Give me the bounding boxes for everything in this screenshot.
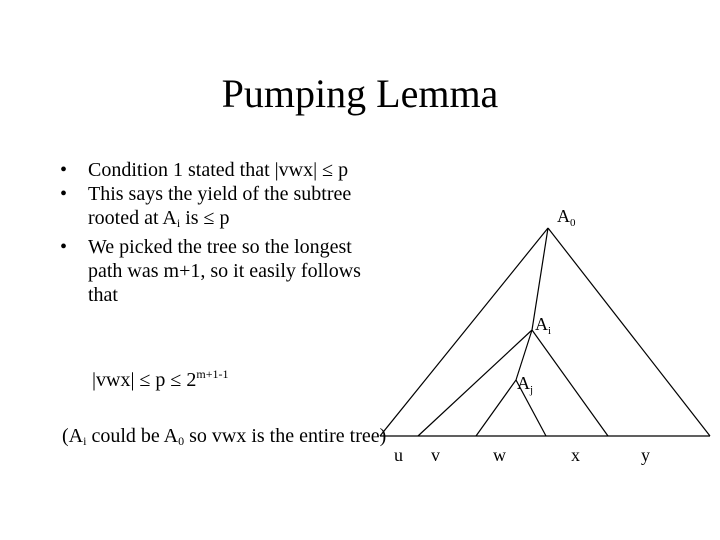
note-text: so vwx is the entire tree) <box>184 425 387 447</box>
node-label-aj: A <box>517 373 530 393</box>
leaf-label-u: u <box>394 445 403 465</box>
note-subscript: i <box>83 434 87 448</box>
subtree-edge-ai <box>418 330 532 436</box>
formula-text: |vwx| ≤ p ≤ 2 <box>92 369 197 391</box>
bullet-text: Condition 1 stated that |vwx| ≤ p <box>88 159 349 181</box>
leaf-label-y: y <box>641 445 650 465</box>
note-text: could be A <box>86 425 179 447</box>
slide-title: Pumping Lemma <box>221 71 499 116</box>
leaf-label-w: w <box>493 445 506 465</box>
node-label-subscript: j <box>530 384 534 396</box>
bullet-text: We picked the tree so the longest path was m+1, so it easily follows that <box>88 236 361 306</box>
note-subscript: 0 <box>178 434 185 448</box>
node-label-a0: A <box>557 206 570 226</box>
bullet-subscript: i <box>176 216 181 230</box>
bullet-dot: • <box>60 159 68 181</box>
leaf-label-v: v <box>431 445 440 465</box>
note-text: (A <box>62 425 84 447</box>
formula-exponent: m+1-1 <box>196 367 229 381</box>
leaf-label-x: x <box>571 445 580 465</box>
node-label-subscript: i <box>548 325 552 337</box>
subtree-edge-aj <box>476 380 516 436</box>
bullet-text: This says the yield of the subtree rooted at A <box>88 183 352 229</box>
tree-edge <box>548 228 710 436</box>
bullet-text: is ≤ p <box>180 207 230 229</box>
tree-edge <box>380 228 548 436</box>
bullet-dot: • <box>60 183 68 205</box>
subtree-edge-ai <box>532 330 608 436</box>
bullet-dot: • <box>60 236 68 258</box>
node-label-subscript: 0 <box>570 217 576 229</box>
node-label-ai: A <box>535 314 548 334</box>
